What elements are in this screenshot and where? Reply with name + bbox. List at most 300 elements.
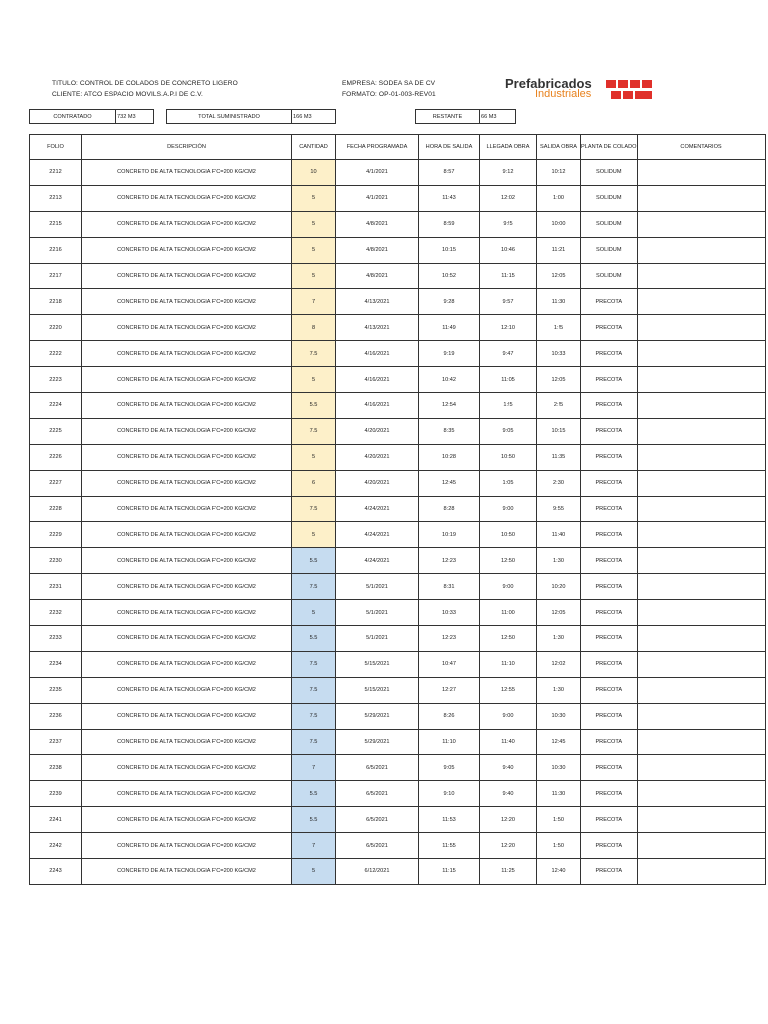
plant-cell: PRECOTA	[581, 859, 638, 885]
site-exit-cell: 12:40	[537, 859, 581, 885]
site-exit-cell: 10:20	[537, 574, 581, 600]
site-exit-cell: 10:00	[537, 211, 581, 237]
plant-cell: PRECOTA	[581, 677, 638, 703]
client-name: CLIENTE: ATCO ESPACIO MOVILS.A.P.I DE C.V.	[52, 91, 203, 98]
site-exit-cell: 11:21	[537, 237, 581, 263]
scheduled-date-cell: 4/8/2021	[336, 263, 419, 289]
description-cell: CONCRETO DE ALTA TECNOLOGIA F'C=200 KG/CM2	[82, 341, 292, 367]
table-row	[30, 548, 766, 574]
folio-cell: 2223	[30, 367, 82, 393]
scheduled-date-cell: 6/12/2021	[336, 859, 419, 885]
scheduled-date-cell: 4/16/2021	[336, 341, 419, 367]
table-row	[30, 444, 766, 470]
document-title: TITULO: CONTROL DE COLADOS DE CONCRETO LIGERO	[52, 80, 238, 87]
departure-time-cell: 10:52	[419, 263, 480, 289]
arrival-site-cell: 9:40	[480, 781, 537, 807]
scheduled-date-cell: 5/1/2021	[336, 626, 419, 652]
company-name: EMPRESA: SODEA SA DE CV	[342, 80, 436, 87]
arrival-site-cell: 12:02	[480, 185, 537, 211]
site-exit-cell: 1:50	[537, 807, 581, 833]
description-cell: CONCRETO DE ALTA TECNOLOGIA F'C=200 KG/CM2	[82, 263, 292, 289]
site-exit-cell: 1:30	[537, 677, 581, 703]
arrival-site-cell: 9:40	[480, 755, 537, 781]
description-cell: CONCRETO DE ALTA TECNOLOGIA F'C=200 KG/CM2	[82, 859, 292, 885]
table-row	[30, 755, 766, 781]
quantity-cell: 7.5	[292, 341, 336, 367]
arrival-site-cell: 11:00	[480, 600, 537, 626]
plant-cell: PRECOTA	[581, 418, 638, 444]
scheduled-date-cell: 5/15/2021	[336, 651, 419, 677]
arrival-site-cell: 12:20	[480, 833, 537, 859]
quantity-cell: 5	[292, 237, 336, 263]
site-exit-cell: 10:12	[537, 160, 581, 186]
comments-cell	[637, 600, 765, 626]
scheduled-date-cell: 5/1/2021	[336, 600, 419, 626]
col-folio: FOLIO	[30, 135, 82, 160]
folio-cell: 2224	[30, 393, 82, 419]
comments-cell	[637, 367, 765, 393]
total-suministrado-value: 166 M3	[291, 109, 336, 124]
plant-cell: PRECOTA	[581, 729, 638, 755]
arrival-site-cell: 9:!5	[480, 211, 537, 237]
table-row	[30, 496, 766, 522]
comments-cell	[637, 807, 765, 833]
arrival-site-cell: 11:15	[480, 263, 537, 289]
departure-time-cell: 11:15	[419, 859, 480, 885]
comments-cell	[637, 237, 765, 263]
comments-cell	[637, 626, 765, 652]
comments-cell	[637, 859, 765, 885]
plant-cell: PRECOTA	[581, 393, 638, 419]
folio-cell: 2228	[30, 496, 82, 522]
description-cell: CONCRETO DE ALTA TECNOLOGIA F'C=200 KG/CM2	[82, 548, 292, 574]
quantity-cell: 5	[292, 444, 336, 470]
table-row	[30, 185, 766, 211]
folio-cell: 2236	[30, 703, 82, 729]
table-row	[30, 729, 766, 755]
table-row	[30, 211, 766, 237]
folio-cell: 2242	[30, 833, 82, 859]
plant-cell: PRECOTA	[581, 833, 638, 859]
site-exit-cell: 1:50	[537, 833, 581, 859]
col-llegada-obra: LLEGADA OBRA	[480, 135, 537, 160]
plant-cell: PRECOTA	[581, 548, 638, 574]
site-exit-cell: 2:!5	[537, 393, 581, 419]
folio-cell: 2231	[30, 574, 82, 600]
arrival-site-cell: 9:00	[480, 574, 537, 600]
logo-subtitle: Industriales	[535, 88, 592, 100]
site-exit-cell: 11:30	[537, 289, 581, 315]
site-exit-cell: 1:30	[537, 626, 581, 652]
scheduled-date-cell: 6/5/2021	[336, 807, 419, 833]
departure-time-cell: 9:28	[419, 289, 480, 315]
description-cell: CONCRETO DE ALTA TECNOLOGIA F'C=200 KG/CM2	[82, 677, 292, 703]
scheduled-date-cell: 5/29/2021	[336, 729, 419, 755]
comments-cell	[637, 185, 765, 211]
plant-cell: SOLIDUM	[581, 211, 638, 237]
folio-cell: 2225	[30, 418, 82, 444]
departure-time-cell: 10:42	[419, 367, 480, 393]
departure-time-cell: 10:47	[419, 651, 480, 677]
site-exit-cell: 10:15	[537, 418, 581, 444]
quantity-cell: 5.5	[292, 807, 336, 833]
arrival-site-cell: 9:05	[480, 418, 537, 444]
quantity-cell: 5	[292, 367, 336, 393]
description-cell: CONCRETO DE ALTA TECNOLOGIA F'C=200 KG/CM2	[82, 703, 292, 729]
site-exit-cell: 1:30	[537, 548, 581, 574]
table-body	[30, 160, 766, 885]
plant-cell: SOLIDUM	[581, 263, 638, 289]
col-comentarios: COMENTARIOS	[637, 135, 765, 160]
quantity-cell: 5	[292, 522, 336, 548]
plant-cell: SOLIDUM	[581, 185, 638, 211]
departure-time-cell: 12:45	[419, 470, 480, 496]
site-exit-cell: 12:05	[537, 600, 581, 626]
comments-cell	[637, 160, 765, 186]
col-descripcion: DESCRIPCIÓN	[82, 135, 292, 160]
site-exit-cell: 12:05	[537, 367, 581, 393]
scheduled-date-cell: 6/5/2021	[336, 833, 419, 859]
plant-cell: SOLIDUM	[581, 237, 638, 263]
arrival-site-cell: 9:57	[480, 289, 537, 315]
site-exit-cell: 12:05	[537, 263, 581, 289]
scheduled-date-cell: 6/5/2021	[336, 781, 419, 807]
departure-time-cell: 8:57	[419, 160, 480, 186]
table-row	[30, 677, 766, 703]
folio-cell: 2229	[30, 522, 82, 548]
quantity-cell: 5	[292, 185, 336, 211]
comments-cell	[637, 522, 765, 548]
quantity-cell: 10	[292, 160, 336, 186]
folio-cell: 2217	[30, 263, 82, 289]
arrival-site-cell: 12:20	[480, 807, 537, 833]
plant-cell: PRECOTA	[581, 496, 638, 522]
comments-cell	[637, 574, 765, 600]
plant-cell: PRECOTA	[581, 651, 638, 677]
table-row	[30, 807, 766, 833]
restante-label: RESTANTE	[415, 109, 480, 124]
table-row	[30, 237, 766, 263]
folio-cell: 2218	[30, 289, 82, 315]
comments-cell	[637, 651, 765, 677]
scheduled-date-cell: 4/16/2021	[336, 367, 419, 393]
brick-logo-icon	[606, 80, 652, 100]
contratado-value: 732 M3	[115, 109, 154, 124]
quantity-cell: 7	[292, 289, 336, 315]
table-row	[30, 393, 766, 419]
scheduled-date-cell: 4/24/2021	[336, 548, 419, 574]
description-cell: CONCRETO DE ALTA TECNOLOGIA F'C=200 KG/CM2	[82, 393, 292, 419]
description-cell: CONCRETO DE ALTA TECNOLOGIA F'C=200 KG/CM2	[82, 470, 292, 496]
description-cell: CONCRETO DE ALTA TECNOLOGIA F'C=200 KG/CM2	[82, 626, 292, 652]
departure-time-cell: 10:33	[419, 600, 480, 626]
departure-time-cell: 9:10	[419, 781, 480, 807]
folio-cell: 2243	[30, 859, 82, 885]
arrival-site-cell: 1:!5	[480, 393, 537, 419]
table-row	[30, 651, 766, 677]
folio-cell: 2235	[30, 677, 82, 703]
comments-cell	[637, 548, 765, 574]
table-row	[30, 781, 766, 807]
plant-cell: PRECOTA	[581, 703, 638, 729]
comments-cell	[637, 289, 765, 315]
departure-time-cell: 12:54	[419, 393, 480, 419]
scheduled-date-cell: 4/13/2021	[336, 289, 419, 315]
site-exit-cell: 10:30	[537, 755, 581, 781]
quantity-cell: 5	[292, 211, 336, 237]
departure-time-cell: 11:49	[419, 315, 480, 341]
scheduled-date-cell: 4/1/2021	[336, 160, 419, 186]
folio-cell: 2213	[30, 185, 82, 211]
quantity-cell: 5.5	[292, 626, 336, 652]
description-cell: CONCRETO DE ALTA TECNOLOGIA F'C=200 KG/CM2	[82, 418, 292, 444]
document-header-left	[52, 78, 238, 100]
folio-cell: 2230	[30, 548, 82, 574]
plant-cell: PRECOTA	[581, 341, 638, 367]
site-exit-cell: 1:00	[537, 185, 581, 211]
document-header-middle	[342, 78, 436, 100]
folio-cell: 2216	[30, 237, 82, 263]
description-cell: CONCRETO DE ALTA TECNOLOGIA F'C=200 KG/CM2	[82, 367, 292, 393]
folio-cell: 2239	[30, 781, 82, 807]
description-cell: CONCRETO DE ALTA TECNOLOGIA F'C=200 KG/CM2	[82, 781, 292, 807]
quantity-cell: 5	[292, 263, 336, 289]
format-code: FORMATO: OP-01-003-REV01	[342, 91, 436, 98]
site-exit-cell: 2:30	[537, 470, 581, 496]
plant-cell: PRECOTA	[581, 755, 638, 781]
total-suministrado-label: TOTAL SUMINISTRADO	[166, 109, 292, 124]
departure-time-cell: 10:15	[419, 237, 480, 263]
site-exit-cell: 1:!5	[537, 315, 581, 341]
departure-time-cell: 12:23	[419, 626, 480, 652]
quantity-cell: 5.5	[292, 781, 336, 807]
folio-cell: 2215	[30, 211, 82, 237]
quantity-cell: 5.5	[292, 393, 336, 419]
folio-cell: 2232	[30, 600, 82, 626]
quantity-cell: 7	[292, 833, 336, 859]
comments-cell	[637, 496, 765, 522]
plant-cell: PRECOTA	[581, 470, 638, 496]
scheduled-date-cell: 5/15/2021	[336, 677, 419, 703]
quantity-cell: 6	[292, 470, 336, 496]
contratado-label: CONTRATADO	[29, 109, 116, 124]
departure-time-cell: 10:19	[419, 522, 480, 548]
quantity-cell: 7.5	[292, 496, 336, 522]
departure-time-cell: 10:28	[419, 444, 480, 470]
departure-time-cell: 8:59	[419, 211, 480, 237]
folio-cell: 2238	[30, 755, 82, 781]
departure-time-cell: 12:23	[419, 548, 480, 574]
folio-cell: 2227	[30, 470, 82, 496]
folio-cell: 2241	[30, 807, 82, 833]
description-cell: CONCRETO DE ALTA TECNOLOGIA F'C=200 KG/CM2	[82, 444, 292, 470]
arrival-site-cell: 11:05	[480, 367, 537, 393]
description-cell: CONCRETO DE ALTA TECNOLOGIA F'C=200 KG/CM2	[82, 651, 292, 677]
arrival-site-cell: 11:10	[480, 651, 537, 677]
arrival-site-cell: 10:46	[480, 237, 537, 263]
comments-cell	[637, 729, 765, 755]
quantity-cell: 7	[292, 755, 336, 781]
site-exit-cell: 12:02	[537, 651, 581, 677]
folio-cell: 2220	[30, 315, 82, 341]
folio-cell: 2222	[30, 341, 82, 367]
scheduled-date-cell: 4/8/2021	[336, 211, 419, 237]
comments-cell	[637, 341, 765, 367]
table-header-row	[30, 135, 766, 160]
departure-time-cell: 8:35	[419, 418, 480, 444]
departure-time-cell: 8:31	[419, 574, 480, 600]
departure-time-cell: 11:10	[419, 729, 480, 755]
folio-cell: 2233	[30, 626, 82, 652]
plant-cell: PRECOTA	[581, 600, 638, 626]
folio-cell: 2212	[30, 160, 82, 186]
arrival-site-cell: 10:50	[480, 522, 537, 548]
quantity-cell: 7.5	[292, 729, 336, 755]
scheduled-date-cell: 5/1/2021	[336, 574, 419, 600]
comments-cell	[637, 470, 765, 496]
quantity-cell: 8	[292, 315, 336, 341]
logo-title: Prefabricados	[505, 76, 592, 91]
description-cell: CONCRETO DE ALTA TECNOLOGIA F'C=200 KG/CM2	[82, 185, 292, 211]
comments-cell	[637, 833, 765, 859]
comments-cell	[637, 418, 765, 444]
table-row	[30, 418, 766, 444]
plant-cell: PRECOTA	[581, 807, 638, 833]
site-exit-cell: 10:30	[537, 703, 581, 729]
description-cell: CONCRETO DE ALTA TECNOLOGIA F'C=200 KG/CM2	[82, 315, 292, 341]
scheduled-date-cell: 4/20/2021	[336, 444, 419, 470]
plant-cell: SOLIDUM	[581, 160, 638, 186]
description-cell: CONCRETO DE ALTA TECNOLOGIA F'C=200 KG/CM2	[82, 289, 292, 315]
table-row	[30, 522, 766, 548]
site-exit-cell: 12:45	[537, 729, 581, 755]
arrival-site-cell: 9:00	[480, 703, 537, 729]
col-planta-colado: PLANTA DE COLADO	[581, 135, 638, 160]
quantity-cell: 5	[292, 859, 336, 885]
description-cell: CONCRETO DE ALTA TECNOLOGIA F'C=200 KG/CM2	[82, 600, 292, 626]
folio-cell: 2226	[30, 444, 82, 470]
comments-cell	[637, 781, 765, 807]
description-cell: CONCRETO DE ALTA TECNOLOGIA F'C=200 KG/CM2	[82, 211, 292, 237]
quantity-cell: 7.5	[292, 418, 336, 444]
comments-cell	[637, 211, 765, 237]
arrival-site-cell: 11:25	[480, 859, 537, 885]
scheduled-date-cell: 4/24/2021	[336, 496, 419, 522]
plant-cell: PRECOTA	[581, 289, 638, 315]
departure-time-cell: 11:55	[419, 833, 480, 859]
arrival-site-cell: 12:55	[480, 677, 537, 703]
plant-cell: PRECOTA	[581, 522, 638, 548]
departure-time-cell: 8:26	[419, 703, 480, 729]
scheduled-date-cell: 4/20/2021	[336, 470, 419, 496]
comments-cell	[637, 263, 765, 289]
plant-cell: PRECOTA	[581, 626, 638, 652]
col-fecha-programada: FECHA PROGRAMADA	[336, 135, 419, 160]
description-cell: CONCRETO DE ALTA TECNOLOGIA F'C=200 KG/CM2	[82, 237, 292, 263]
quantity-cell: 7.5	[292, 651, 336, 677]
description-cell: CONCRETO DE ALTA TECNOLOGIA F'C=200 KG/CM2	[82, 833, 292, 859]
arrival-site-cell: 10:50	[480, 444, 537, 470]
description-cell: CONCRETO DE ALTA TECNOLOGIA F'C=200 KG/CM2	[82, 729, 292, 755]
arrival-site-cell: 11:40	[480, 729, 537, 755]
table-row	[30, 263, 766, 289]
table-row	[30, 315, 766, 341]
table-row	[30, 859, 766, 885]
site-exit-cell: 11:30	[537, 781, 581, 807]
table-row	[30, 703, 766, 729]
description-cell: CONCRETO DE ALTA TECNOLOGIA F'C=200 KG/CM2	[82, 755, 292, 781]
table-row	[30, 600, 766, 626]
company-logo	[505, 76, 655, 104]
departure-time-cell: 12:27	[419, 677, 480, 703]
table-row	[30, 470, 766, 496]
table-row	[30, 367, 766, 393]
table-row	[30, 341, 766, 367]
scheduled-date-cell: 4/1/2021	[336, 185, 419, 211]
site-exit-cell: 11:40	[537, 522, 581, 548]
folio-cell: 2234	[30, 651, 82, 677]
quantity-cell: 7.5	[292, 703, 336, 729]
description-cell: CONCRETO DE ALTA TECNOLOGIA F'C=200 KG/CM2	[82, 160, 292, 186]
scheduled-date-cell: 4/13/2021	[336, 315, 419, 341]
description-cell: CONCRETO DE ALTA TECNOLOGIA F'C=200 KG/CM2	[82, 496, 292, 522]
scheduled-date-cell: 4/24/2021	[336, 522, 419, 548]
arrival-site-cell: 9:47	[480, 341, 537, 367]
comments-cell	[637, 393, 765, 419]
departure-time-cell: 11:43	[419, 185, 480, 211]
col-hora-salida: HORA DE SALIDA	[419, 135, 480, 160]
comments-cell	[637, 444, 765, 470]
col-cantidad: CANTIDAD	[292, 135, 336, 160]
description-cell: CONCRETO DE ALTA TECNOLOGIA F'C=200 KG/CM2	[82, 522, 292, 548]
plant-cell: PRECOTA	[581, 781, 638, 807]
arrival-site-cell: 12:50	[480, 548, 537, 574]
description-cell: CONCRETO DE ALTA TECNOLOGIA F'C=200 KG/CM2	[82, 807, 292, 833]
arrival-site-cell: 12:50	[480, 626, 537, 652]
site-exit-cell: 11:35	[537, 444, 581, 470]
pour-log-table	[29, 134, 766, 885]
arrival-site-cell: 9:12	[480, 160, 537, 186]
departure-time-cell: 8:28	[419, 496, 480, 522]
comments-cell	[637, 703, 765, 729]
col-salida-obra: SALIDA OBRA	[537, 135, 581, 160]
scheduled-date-cell: 5/29/2021	[336, 703, 419, 729]
quantity-cell: 7.5	[292, 574, 336, 600]
table-row	[30, 160, 766, 186]
quantity-cell: 7.5	[292, 677, 336, 703]
site-exit-cell: 10:33	[537, 341, 581, 367]
arrival-site-cell: 1:05	[480, 470, 537, 496]
folio-cell: 2237	[30, 729, 82, 755]
departure-time-cell: 11:53	[419, 807, 480, 833]
scheduled-date-cell: 4/8/2021	[336, 237, 419, 263]
site-exit-cell: 9:55	[537, 496, 581, 522]
plant-cell: PRECOTA	[581, 367, 638, 393]
table-row	[30, 574, 766, 600]
arrival-site-cell: 9:00	[480, 496, 537, 522]
scheduled-date-cell: 4/20/2021	[336, 418, 419, 444]
quantity-cell: 5	[292, 600, 336, 626]
plant-cell: PRECOTA	[581, 444, 638, 470]
arrival-site-cell: 12:10	[480, 315, 537, 341]
plant-cell: PRECOTA	[581, 315, 638, 341]
quantity-cell: 5.5	[292, 548, 336, 574]
departure-time-cell: 9:19	[419, 341, 480, 367]
table-row	[30, 289, 766, 315]
scheduled-date-cell: 4/16/2021	[336, 393, 419, 419]
table-row	[30, 626, 766, 652]
scheduled-date-cell: 6/5/2021	[336, 755, 419, 781]
